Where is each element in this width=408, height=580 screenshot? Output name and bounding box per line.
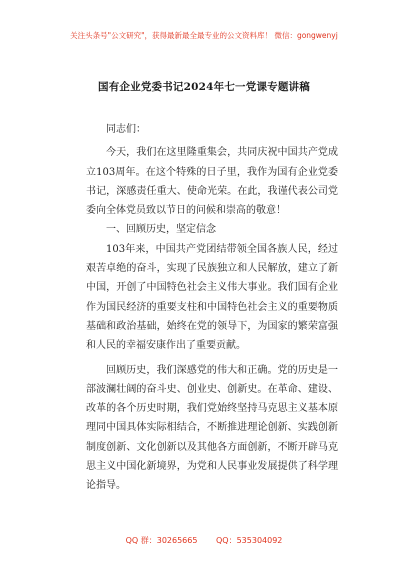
footer-qq: QQ：535304092	[216, 536, 283, 545]
paragraph-history: 103年来，中国共产党团结带领全国各族人民，经过艰苦卓绝的奋斗，实现了民族独立和人民解放，建立了新中国，开创了中国特色社会主义伟大事业。我们国有企业作为国民经济的重要支柱和中国特色社会主义的重要物质基础和政治基础，始终在党的领导下，为国家的繁荣富强和人民的幸福安康作出了重要贡献。	[86, 243, 338, 352]
header-banner: 关注头条号"公文研究"，获得最新最全最专业的公文资料库！ 微信：gongwenyj	[70, 31, 338, 40]
document-body	[86, 120, 338, 496]
paragraph-opening: 今天，我们在这里隆重集会，共同庆祝中国共产党成立103周年。在这个特殊的日子里，我作为国有企业党委书记，深感责任重大、使命光荣。在此，我谨代表公司党委向全体党员致以节日的问候和崇高的敬意！	[86, 147, 338, 217]
paragraph-review: 回顾历史，我们深感党的伟大和正确。党的历史是一部波澜壮阔的奋斗史、创业史、创新史。在革命、建设、改革的各个历史时期，我们党始终坚持马克思主义基本原理同中国具体实际相结合，不断推进理论创新、实践创新制度创新、文化创新以及其他各方面创新，不断开辟马克思主义中国化新境界，为党和人民事业发展提供了科学理论指导。	[86, 364, 338, 492]
salutation: 同志们：	[106, 124, 146, 135]
footer-contact	[0, 535, 408, 546]
footer-qq-group: QQ 群：30265665	[125, 536, 198, 545]
section-heading: 一、回顾历史，坚定信念	[106, 224, 216, 236]
document-title: 国有企业党委书记2024年七一党课专题讲稿	[98, 81, 310, 93]
